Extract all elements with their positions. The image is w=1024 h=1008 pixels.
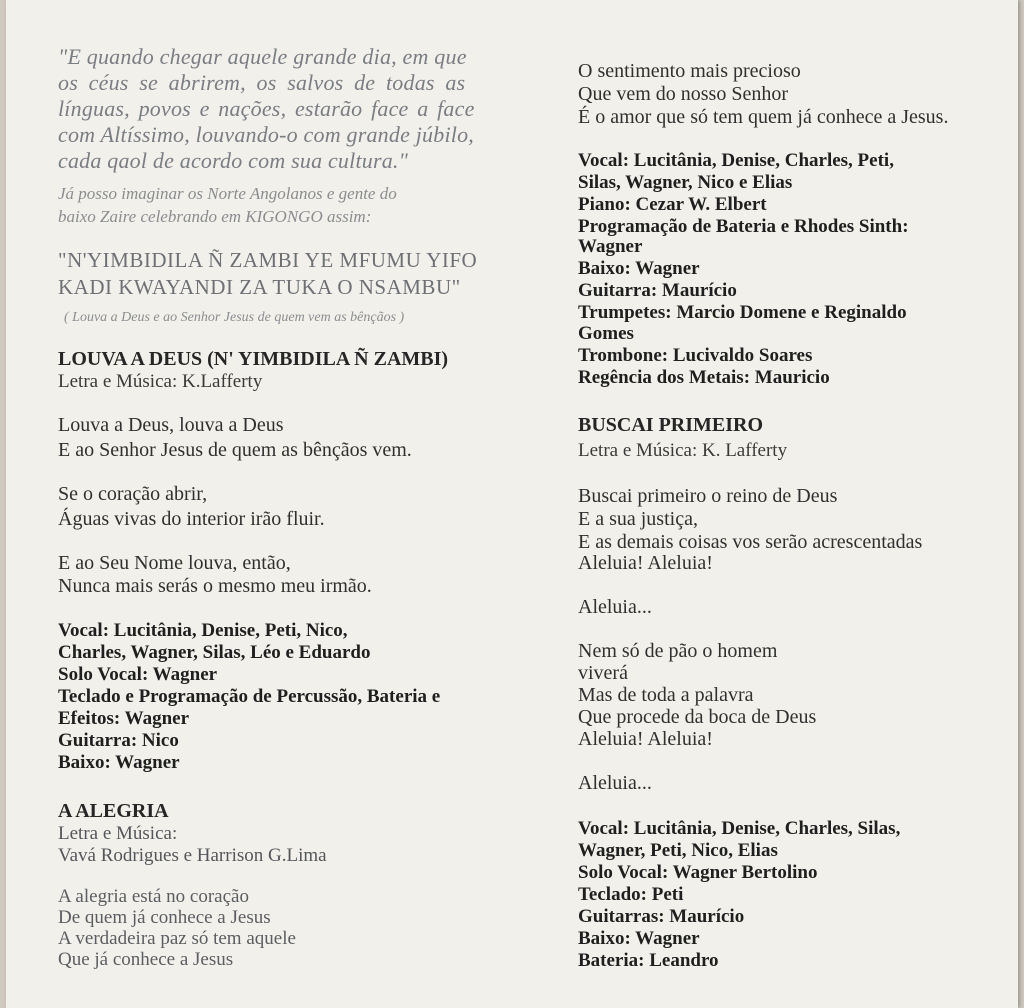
lyric-line: Nem só de pão o homem — [578, 640, 778, 662]
song-author: Letra e Música: K.Lafferty — [58, 371, 263, 392]
lyric-line: O sentimento mais precioso — [578, 60, 801, 82]
quote-line: os céus se abrirem, os salvos de todas as — [58, 70, 466, 95]
lyric-line: Que vem do nosso Senhor — [578, 83, 788, 105]
quote-line: cada qaol de acordo com sua cultura." — [58, 148, 409, 173]
lyric-line: E a sua justiça, — [578, 508, 698, 530]
lyric-line: Aleluia! Aleluia! — [578, 552, 713, 574]
lyric-line: viverá — [578, 662, 628, 684]
quote-line: com Altíssimo, louvando-o com grande júbilo, — [58, 122, 474, 147]
intro-line: baixo Zaire celebrando em KIGONGO assim: — [58, 207, 372, 226]
lyric-line: Aleluia... — [578, 772, 652, 794]
kigongo-line: KADI KWAYANDI ZA TUKA O NSAMBU" — [58, 275, 461, 299]
lyric-line: Aleluia! Aleluia! — [578, 728, 713, 750]
lyric-line: E ao Seu Nome louva, então, — [58, 552, 291, 574]
credit-line: Trumpetes: Marcio Domene e Reginaldo — [578, 302, 907, 323]
credit-line: Wagner — [578, 236, 643, 257]
lyric-line: E ao Senhor Jesus de quem as bênçãos vem. — [58, 439, 412, 461]
credit-line: Teclado: Peti — [578, 884, 684, 905]
credit-line: Vocal: Lucitânia, Denise, Peti, Nico, — [58, 620, 348, 641]
lyric-line: Que já conhece a Jesus — [58, 949, 234, 970]
credit-line: Baixo: Wagner — [578, 258, 700, 279]
credit-line: Vocal: Lucitânia, Denise, Charles, Silas, — [578, 818, 901, 839]
credit-line: Regência dos Metais: Mauricio — [578, 367, 830, 388]
lyric-line: Mas de toda a palavra — [578, 684, 754, 706]
credit-line: Trombone: Lucivaldo Soares — [578, 345, 813, 366]
credit-line: Charles, Wagner, Silas, Léo e Eduardo — [58, 642, 371, 663]
song-author: Letra e Música: K. Lafferty — [578, 440, 788, 461]
kigongo-line: "N'YIMBIDILA Ñ ZAMBI YE MFUMU YIFO — [58, 248, 478, 272]
credit-line: Efeitos: Wagner — [58, 708, 190, 729]
lyric-line: A alegria está no coração — [58, 886, 249, 907]
lyric-line: Louva a Deus, louva a Deus — [58, 414, 284, 436]
song-title: LOUVA A DEUS (N' YIMBIDILA Ñ ZAMBI) — [58, 348, 449, 370]
lyric-line: Se o coração abrir, — [58, 483, 208, 505]
credit-line: Silas, Wagner, Nico e Elias — [578, 172, 793, 193]
credit-line: Programação de Bateria e Rhodes Sinth: — [578, 216, 909, 237]
credit-line: Vocal: Lucitânia, Denise, Charles, Peti, — [578, 150, 894, 171]
lyric-line: É o amor que só tem quem já conhece a Jesus. — [578, 106, 949, 128]
credit-line: Bateria: Leandro — [578, 950, 719, 971]
song-author: Letra e Música: — [58, 823, 178, 844]
credit-line: Guitarra: Maurício — [578, 280, 737, 301]
quote-line: "E quando chegar aquele grande dia, em que — [58, 44, 467, 69]
credit-line: Solo Vocal: Wagner Bertolino — [578, 862, 818, 883]
intro-line: Já posso imaginar os Norte Angolanos e gente do — [58, 184, 397, 203]
credit-line: Teclado e Programação de Percussão, Bateria e — [58, 686, 441, 707]
lyric-line: Buscai primeiro o reino de Deus — [578, 485, 838, 507]
booklet-page — [6, 0, 1018, 1008]
lyric-line: Aleluia... — [578, 596, 652, 618]
song-title: A ALEGRIA — [58, 800, 169, 822]
credit-line: Guitarras: Maurício — [578, 906, 745, 927]
credit-line: Baixo: Wagner — [578, 928, 700, 949]
translation: ( Louva a Deus e ao Senhor Jesus de quem vem as bênçãos ) — [64, 310, 405, 325]
lyric-line: A verdadeira paz só tem aquele — [58, 928, 296, 949]
song-title: BUSCAI PRIMEIRO — [578, 414, 764, 436]
credit-line: Gomes — [578, 323, 634, 344]
credit-line: Guitarra: Nico — [58, 730, 179, 751]
song-author: Vavá Rodrigues e Harrison G.Lima — [58, 845, 327, 866]
lyric-line: Que procede da boca de Deus — [578, 706, 817, 728]
credit-line: Solo Vocal: Wagner — [58, 664, 218, 685]
credit-line: Wagner, Peti, Nico, Elias — [578, 840, 778, 861]
credit-line: Baixo: Wagner — [58, 752, 180, 773]
lyric-line: De quem já conhece a Jesus — [58, 907, 271, 928]
lyric-line: Nunca mais serás o mesmo meu irmão. — [58, 575, 372, 597]
quote-line: línguas, povos e nações, estarão face a face — [58, 96, 475, 121]
lyric-line: Águas vivas do interior irão fluir. — [58, 508, 325, 530]
credit-line: Piano: Cezar W. Elbert — [578, 194, 767, 215]
lyric-line: E as demais coisas vos serão acrescentadas — [578, 531, 923, 553]
